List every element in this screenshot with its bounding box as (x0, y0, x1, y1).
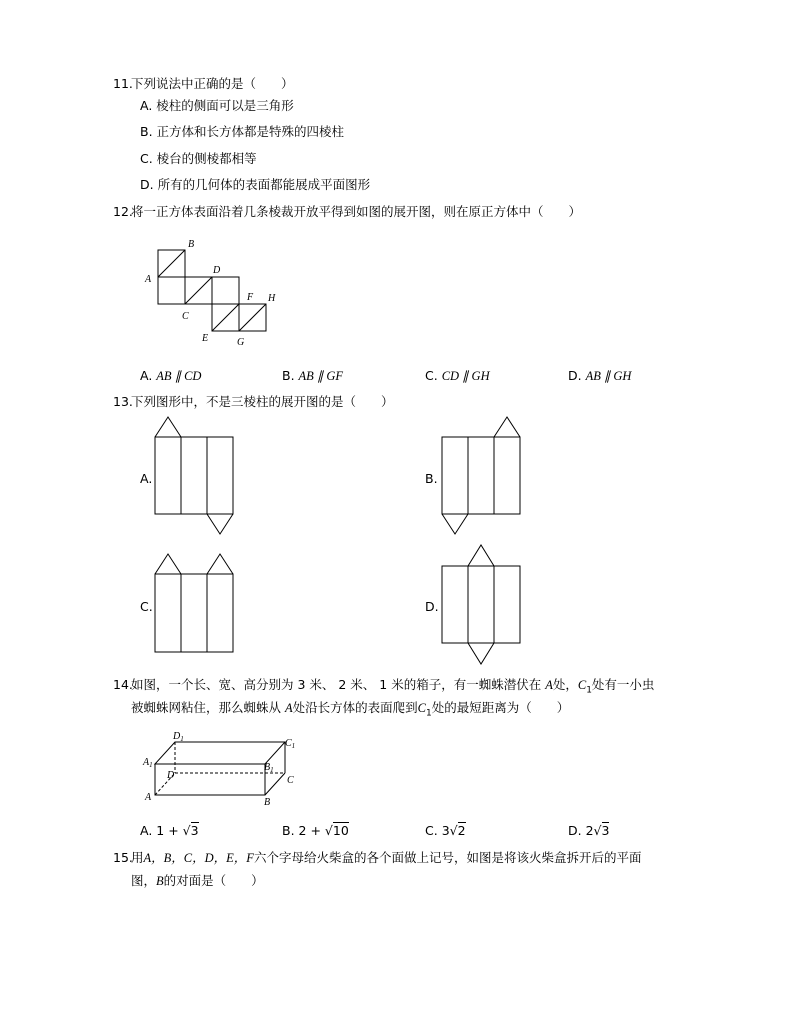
q13-net-d (437, 542, 527, 668)
q13-option-b-label: B. (425, 471, 438, 486)
q11-option-d: D. 所有的几何体的表面都能展成平面图形 (140, 177, 371, 192)
q14-label-d: D (167, 770, 175, 781)
q15-number: 15. (113, 850, 133, 865)
q14-option-b: B. 2 + √10 (282, 823, 349, 838)
q15-stem-line1: 用A，B，C，D，E，F六个字母给火柴盒的各个面做上记号，如图是将该火柴盒拆开后的平面 (131, 850, 642, 865)
q14-label-c1: $C_1$ (285, 738, 296, 750)
q12-option-c: C. CD ∥ GH (425, 368, 490, 383)
q14-cuboid-figure (140, 728, 305, 810)
q14-option-d: D. 2√3 (568, 823, 610, 838)
q14-option-c: C. 3√2 (425, 823, 466, 838)
q13-option-d-label: D. (425, 599, 439, 614)
q12-label-e: E (202, 333, 209, 344)
q13-option-c-label: C. (140, 599, 153, 614)
q13-number: 13. (113, 394, 133, 409)
q11-option-a: A. 棱柱的侧面可以是三角形 (140, 98, 294, 113)
q14-label-a: A (145, 792, 152, 803)
q11-option-c: C. 棱台的侧棱都相等 (140, 151, 257, 166)
q13-stem: 下列图形中，不是三棱柱的展开图的是（ ） (131, 394, 394, 409)
q14-label-b1: $B_1$ (264, 762, 274, 774)
q14-label-d1: $D_1$ (173, 731, 184, 743)
q11-stem: 下列说法中正确的是（ ） (131, 76, 294, 91)
q12-option-d: D. AB ∥ GH (568, 368, 632, 383)
q14-stem-line2: 被蜘蛛网粘住，那么蜘蛛从 A处沿长方体的表面爬到$C_1$处的最短距离为（ ） (131, 700, 570, 719)
q12-label-c: C (182, 311, 189, 322)
q14-stem-line1: 如图，一个长、宽、高分别为 3 米、 2 米、 1 米的箱子，有一蜘蛛潜伏在 A处，$C_1$处有一小虫 (131, 677, 655, 696)
q13-net-c (150, 552, 240, 657)
q13-net-b (437, 415, 527, 540)
q12-option-b: B. AB ∥ GF (282, 368, 343, 383)
q13-net-a (150, 415, 240, 540)
q14-label-a1: $A_1$ (143, 757, 153, 769)
q12-label-d: D (213, 265, 221, 276)
q14-label-b: B (264, 797, 271, 808)
q12-number: 12. (113, 204, 133, 219)
q13-option-a-label: A. (140, 471, 153, 486)
q11-number: 11. (113, 76, 133, 91)
q14-option-a: A. 1 + √3 (140, 823, 199, 838)
q14-number: 14. (113, 677, 133, 692)
q12-stem: 将一正方体表面沿着几条棱裁开放平得到如图的展开图，则在原正方体中（ ） (131, 204, 582, 219)
q12-label-b: B (188, 239, 195, 250)
q12-option-a: A. AB ∥ CD (140, 368, 202, 383)
q11-option-b: B. 正方体和长方体都是特殊的四棱柱 (140, 124, 345, 139)
q12-label-g: G (237, 337, 245, 348)
q12-label-a: A (145, 274, 152, 285)
q12-label-f: F (247, 292, 254, 303)
q15-stem-line2: 图，B的对面是（ ） (131, 873, 264, 888)
q12-label-h: H (268, 293, 276, 304)
q14-label-c: C (287, 775, 294, 786)
q12-cube-net-figure (140, 235, 290, 350)
